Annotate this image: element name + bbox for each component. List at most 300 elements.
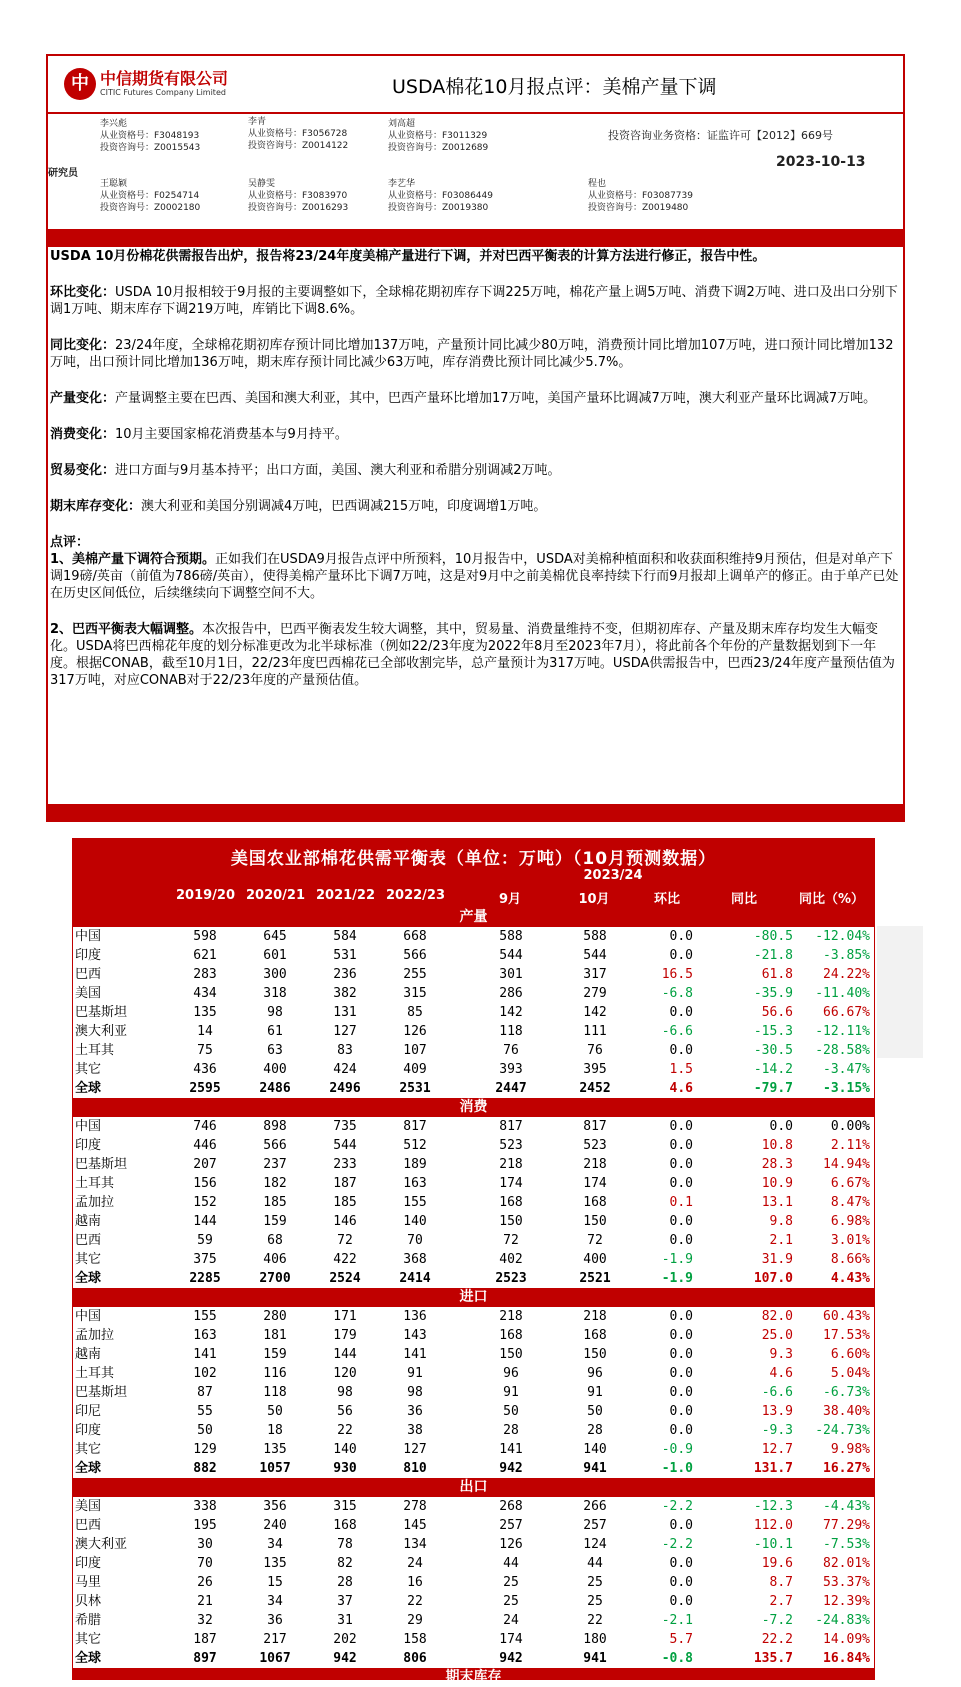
table-cell: 152: [193, 1195, 217, 1210]
table-cell: 144: [333, 1347, 357, 1362]
table-cell: 202: [333, 1632, 357, 1647]
table-cell: 300: [263, 967, 287, 982]
table-row: [73, 1649, 874, 1668]
table-cell: -21.8: [753, 948, 793, 963]
table-cell: 6.60%: [830, 1347, 870, 1362]
table-cell: 0.0: [669, 1119, 693, 1134]
table-cell: 25: [503, 1594, 519, 1609]
table-cell: 882: [193, 1461, 217, 1476]
table-cell: 2447: [495, 1081, 527, 1096]
table-cell: 941: [583, 1651, 607, 1666]
table-cell: 141: [499, 1442, 523, 1457]
table-cell: -2.2: [661, 1499, 693, 1514]
table-row: [73, 1440, 874, 1459]
table-cell: 4.43%: [830, 1271, 870, 1286]
table-cell: 14.94%: [823, 1157, 870, 1172]
table-row: [73, 1383, 874, 1402]
analyst-license: 从业资格号：F3011329: [388, 131, 488, 141]
row-label: 孟加拉: [75, 1328, 115, 1343]
table-cell: 279: [583, 986, 607, 1001]
table-cell: 182: [263, 1176, 287, 1191]
analyst-consult-no: 投资咨询号：Z0016293: [248, 203, 349, 213]
column-header: 10月: [578, 892, 610, 907]
table-cell: 512: [403, 1138, 427, 1153]
column-header: 环比: [653, 892, 680, 907]
table-cell: 75: [197, 1043, 213, 1058]
balance-table: [72, 838, 875, 1685]
table-cell: 22: [337, 1423, 353, 1438]
table-cell: 25.0: [761, 1328, 793, 1343]
table-cell: 107: [403, 1043, 427, 1058]
table-cell: 140: [333, 1442, 357, 1457]
paragraph-text: USDA 10月报相较于9月报的主要调整如下，全球棉花期初库存下调225万吨，棉花产量上调5万吨、消费下调2万吨、进口及出口分别下调1万吨、期末库存下调219万吨，库销比下调8.6%。: [50, 285, 898, 317]
table-cell: -4.43%: [823, 1499, 870, 1514]
table-cell: 0.0: [669, 1176, 693, 1191]
table-cell: 83: [337, 1043, 353, 1058]
table-cell: 61.8: [761, 967, 793, 982]
table-cell: 266: [583, 1499, 607, 1514]
table-cell: 70: [407, 1233, 423, 1248]
table-cell: 2700: [259, 1271, 291, 1286]
table-cell: 82: [337, 1556, 353, 1571]
table-row: [73, 1041, 874, 1060]
table-cell: 72: [503, 1233, 519, 1248]
table-cell: 0.0: [669, 1556, 693, 1571]
table-cell: 2.1: [769, 1233, 793, 1248]
table-cell: 217: [263, 1632, 287, 1647]
paragraph-production: [50, 390, 900, 407]
analyst-name: 李兴彪: [100, 119, 128, 129]
section-header: 期末库存: [445, 1669, 502, 1685]
table-cell: 2.7: [769, 1594, 793, 1609]
table-cell: -3.15%: [823, 1081, 870, 1096]
table-cell: 2486: [259, 1081, 291, 1096]
table-cell: -1.0: [661, 1461, 693, 1476]
table-row: [73, 1402, 874, 1421]
row-label: 巴基斯坦: [75, 1157, 128, 1172]
table-cell: 63: [267, 1043, 283, 1058]
table-cell: 32: [197, 1613, 213, 1628]
table-cell: 158: [403, 1632, 427, 1647]
table-cell: 14: [197, 1024, 213, 1039]
table-cell: 87: [197, 1385, 213, 1400]
table-cell: 37: [337, 1594, 353, 1609]
table-cell: 240: [263, 1518, 287, 1533]
table-cell: 174: [499, 1632, 523, 1647]
table-row: [73, 1592, 874, 1611]
row-label: 全球: [75, 1081, 102, 1096]
table-cell: 14.09%: [823, 1632, 870, 1647]
table-cell: 409: [403, 1062, 427, 1077]
table-row: [73, 984, 874, 1003]
table-cell: 544: [333, 1138, 357, 1153]
analyst-consult-no: 投资咨询号：Z0014122: [248, 141, 349, 151]
table-row: [73, 1516, 874, 1535]
paragraph-lead: 产量变化：: [50, 391, 116, 406]
table-cell: 25: [503, 1575, 519, 1590]
row-label: 中国: [75, 929, 102, 944]
table-cell: 78: [337, 1537, 353, 1552]
row-label: 土耳其: [75, 1043, 115, 1058]
table-cell: 163: [403, 1176, 427, 1191]
table-cell: 18: [267, 1423, 283, 1438]
table-cell: 26: [197, 1575, 213, 1590]
table-cell: 301: [499, 967, 523, 982]
table-cell: 140: [583, 1442, 607, 1457]
table-cell: 155: [193, 1309, 217, 1324]
table-cell: 56: [337, 1404, 353, 1419]
qualification-text: 投资咨询业务资格：证监许可【2012】669号: [608, 129, 833, 142]
row-label: 越南: [75, 1347, 102, 1362]
table-cell: 588: [499, 929, 523, 944]
row-label: 其它: [75, 1062, 102, 1077]
paragraph-lead: 环比变化：: [50, 285, 116, 300]
table-cell: 112.0: [753, 1518, 793, 1533]
citic-logo-icon: 中: [64, 68, 96, 100]
table-cell: 34: [267, 1537, 283, 1552]
table-cell: 0.0: [769, 1119, 793, 1134]
table-cell: 0.00%: [830, 1119, 870, 1134]
table-cell: 218: [499, 1157, 523, 1172]
table-cell: 142: [499, 1005, 523, 1020]
table-cell: -24.83%: [815, 1613, 870, 1628]
row-label: 其它: [75, 1442, 102, 1457]
row-label: 印度: [75, 1423, 102, 1438]
table-cell: 126: [403, 1024, 427, 1039]
table-cell: 28: [587, 1423, 603, 1438]
table-cell: 66.67%: [823, 1005, 870, 1020]
table-cell: 2521: [579, 1271, 611, 1286]
analyst-name: 程也: [588, 179, 607, 189]
table-cell: -3.85%: [823, 948, 870, 963]
paragraph-lead: 期末库存变化：: [50, 499, 142, 514]
table-cell: 19.6: [761, 1556, 793, 1571]
table-cell: 135.7: [753, 1651, 793, 1666]
table-cell: 15: [267, 1575, 283, 1590]
analyst-card: [588, 178, 693, 214]
column-header: 2020/21: [246, 888, 306, 903]
comment-heading: [50, 534, 900, 551]
table-cell: 127: [403, 1442, 427, 1457]
table-cell: 735: [333, 1119, 357, 1134]
comment-1: [50, 551, 900, 602]
comment-text: 本次报告中，巴西平衡表发生较大调整，其中，贸易量、消费量维持不变，但期初库存、产量及期末库存均发生大幅变化。USDA将巴西棉花年度的划分标准更改为北半球标准（例如22/23年度为2022年8月至2023年7月），将此前各个年份的产量数据划到下一年度。根据CONAB，截至10月1日，22/23年度巴西棉花已全部收割完毕，总产量预计为317万吨。USDA供需报告中，巴西23/24年度产量预估值为317万吨，对应CONAB对于22/23年度的产量预估值。: [50, 622, 895, 688]
table-cell: 10.8: [761, 1138, 793, 1153]
table-cell: -3.47%: [823, 1062, 870, 1077]
table-cell: 168: [499, 1195, 523, 1210]
row-label: 全球: [75, 1461, 102, 1476]
table-cell: 24: [407, 1556, 423, 1571]
table-cell: 278: [403, 1499, 427, 1514]
table-row: [73, 1326, 874, 1345]
table-cell: 810: [403, 1461, 427, 1476]
table-cell: 16: [407, 1575, 423, 1590]
column-header: 同比: [730, 892, 757, 907]
analyst-card: [388, 118, 488, 154]
table-cell: 566: [403, 948, 427, 963]
table-cell: 120: [333, 1366, 357, 1381]
row-label: 澳大利亚: [75, 1537, 128, 1552]
analyst-card: [248, 178, 348, 214]
table-cell: 523: [499, 1138, 523, 1153]
row-label: 越南: [75, 1214, 102, 1229]
table-cell: -7.53%: [823, 1537, 870, 1552]
table-cell: 817: [403, 1119, 427, 1134]
section-header: 产量: [459, 909, 488, 925]
table-cell: 8.66%: [830, 1252, 870, 1267]
section-rows: [73, 1497, 874, 1668]
table-cell: 31: [337, 1613, 353, 1628]
table-cell: 36: [267, 1613, 283, 1628]
table-cell: 523: [583, 1138, 607, 1153]
table-cell: 531: [333, 948, 357, 963]
table-cell: 236: [333, 967, 357, 982]
row-label: 澳大利亚: [75, 1024, 128, 1039]
table-cell: 96: [503, 1366, 519, 1381]
table-cell: -6.8: [661, 986, 693, 1001]
report-title: USDA棉花10月报点评：美棉产量下调: [392, 76, 717, 98]
table-cell: 601: [263, 948, 287, 963]
analyst-license: 从业资格号：F3056728: [248, 129, 348, 139]
table-row: [73, 927, 874, 946]
table-cell: 257: [499, 1518, 523, 1533]
table-cell: 30: [197, 1537, 213, 1552]
table-cell: 50: [587, 1404, 603, 1419]
table-cell: -10.1: [753, 1537, 793, 1552]
table-cell: 283: [193, 967, 217, 982]
table-cell: 0.0: [669, 1043, 693, 1058]
table-cell: 77.29%: [823, 1518, 870, 1533]
table-cell: 0.0: [669, 948, 693, 963]
table-cell: 10.9: [761, 1176, 793, 1191]
table-cell: 156: [193, 1176, 217, 1191]
table-cell: 17.53%: [823, 1328, 870, 1343]
paragraph-text: 澳大利亚和美国分别调减4万吨，巴西调减215万吨，印度调增1万吨。: [141, 499, 547, 514]
table-cell: 3.01%: [830, 1233, 870, 1248]
table-cell: 118: [263, 1385, 287, 1400]
table-cell: 13.9: [761, 1404, 793, 1419]
table-cell: -2.2: [661, 1537, 693, 1552]
analyst-name: 刘高超: [388, 119, 416, 129]
table-cell: 315: [333, 1499, 357, 1514]
table-cell: -0.8: [661, 1651, 693, 1666]
table-cell: 315: [403, 986, 427, 1001]
table-cell: 28: [337, 1575, 353, 1590]
column-header: 2022/23: [386, 888, 446, 903]
table-cell: 53.37%: [823, 1575, 870, 1590]
table-cell: 0.0: [669, 1518, 693, 1533]
table-cell: -12.11%: [815, 1024, 870, 1039]
table-cell: 0.0: [669, 1594, 693, 1609]
table-cell: 806: [403, 1651, 427, 1666]
table-cell: 82.0: [761, 1309, 793, 1324]
table-cell: 584: [333, 929, 357, 944]
table-cell: 56.6: [761, 1005, 793, 1020]
table-cell: -7.2: [761, 1613, 793, 1628]
table-row: [73, 1307, 874, 1326]
table-cell: 218: [583, 1157, 607, 1172]
comment-heading-text: 点评：: [50, 535, 90, 550]
table-cell: 126: [499, 1537, 523, 1552]
table-cell: 61: [267, 1024, 283, 1039]
table-cell: 436: [193, 1062, 217, 1077]
paragraph-text: 23/24年度，全球棉花期初库存预计同比增加137万吨，产量预计同比减少80万吨，消费预计同比增加107万吨，进口预计同比增加132万吨，出口预计同比增加136万吨，期末库存预计同比减少63万吨，库存消费比预计同比减少5.7%。: [50, 338, 894, 370]
table-cell: 0.1: [669, 1195, 693, 1210]
table-cell: 8.47%: [830, 1195, 870, 1210]
table-cell: 5.04%: [830, 1366, 870, 1381]
analyst-name: 李艺华: [388, 179, 416, 189]
table-cell: 70: [197, 1556, 213, 1571]
table-cell: 38: [407, 1423, 423, 1438]
paragraph-text: 10月主要国家棉花消费基本与9月持平。: [115, 427, 348, 442]
table-cell: -9.3: [761, 1423, 793, 1438]
table-cell: 44: [587, 1556, 603, 1571]
row-label: 印度: [75, 948, 102, 963]
table-cell: 237: [263, 1157, 287, 1172]
table-cell: 91: [503, 1385, 519, 1400]
table-cell: 82.01%: [823, 1556, 870, 1571]
table-cell: 144: [193, 1214, 217, 1229]
table-cell: 155: [403, 1195, 427, 1210]
table-cell: -6.73%: [823, 1385, 870, 1400]
table-cell: 16.5: [661, 967, 693, 982]
table-cell: 9.3: [769, 1347, 793, 1362]
table-cell: 0.0: [669, 1404, 693, 1419]
table-cell: 0.0: [669, 1138, 693, 1153]
table-row: [73, 1003, 874, 1022]
table-cell: 131.7: [753, 1461, 793, 1476]
table-cell: 179: [333, 1328, 357, 1343]
table-year-header: 2023/24: [583, 868, 643, 883]
row-label: 土耳其: [75, 1366, 115, 1381]
column-header: 2021/22: [316, 888, 376, 903]
table-cell: 102: [193, 1366, 217, 1381]
table-cell: 942: [499, 1651, 523, 1666]
table-cell: -14.2: [753, 1062, 793, 1077]
table-cell: 817: [583, 1119, 607, 1134]
table-cell: 6.67%: [830, 1176, 870, 1191]
paragraph-lead: 同比变化：: [50, 338, 116, 353]
section-header: 出口: [459, 1479, 488, 1495]
table-cell: 143: [403, 1328, 427, 1343]
table-cell: 2.11%: [830, 1138, 870, 1153]
table-cell: 168: [333, 1518, 357, 1533]
comment-text: 正如我们在USDA9月报告点评中所预料，10月报告中，USDA对美棉种植面积和收获面积维持9月预估，但是对单产下调19磅/英亩（前值为786磅/英亩），使得美棉产量环比下调7万吨，这是对9月中之前美棉优良率持续下行而9月报却上调单产的修正。由于单产已处在历史区间低位，后续继续向下调整空间不大。: [50, 552, 899, 601]
table-row: [73, 1060, 874, 1079]
divider-bar: [46, 229, 905, 247]
analyst-license: 从业资格号：F0254714: [100, 191, 200, 201]
table-cell: 135: [263, 1442, 287, 1457]
analyst-card: [388, 178, 493, 214]
report-header: [46, 54, 905, 114]
table-cell: 446: [193, 1138, 217, 1153]
paragraph-ending-stock: [50, 498, 900, 515]
paragraph-mom: [50, 284, 900, 318]
table-cell: 174: [583, 1176, 607, 1191]
table-cell: 76: [503, 1043, 519, 1058]
table-cell: 280: [263, 1309, 287, 1324]
table-cell: 168: [499, 1328, 523, 1343]
table-cell: 28.3: [761, 1157, 793, 1172]
table-cell: 98: [407, 1385, 423, 1400]
table-row: [73, 1250, 874, 1269]
column-header: 9月: [498, 892, 522, 907]
table-cell: 2523: [495, 1271, 527, 1286]
row-label: 美国: [75, 986, 102, 1001]
table-cell: 1067: [259, 1651, 291, 1666]
table-cell: 29: [407, 1613, 423, 1628]
table-cell: 402: [499, 1252, 523, 1267]
table-cell: 8.7: [769, 1575, 793, 1590]
table-cell: 59: [197, 1233, 213, 1248]
table-cell: 356: [263, 1499, 287, 1514]
table-cell: 930: [333, 1461, 357, 1476]
table-cell: 16.27%: [823, 1461, 870, 1476]
table-cell: 422: [333, 1252, 357, 1267]
table-cell: 55: [197, 1404, 213, 1419]
table-cell: 91: [407, 1366, 423, 1381]
table-cell: 159: [263, 1347, 287, 1362]
table-cell: 2531: [399, 1081, 431, 1096]
table-row: [73, 1459, 874, 1478]
table-cell: 24.22%: [823, 967, 870, 982]
table-cell: 0.0: [669, 1005, 693, 1020]
table-cell: 168: [583, 1195, 607, 1210]
table-row: [73, 1022, 874, 1041]
table-cell: 38.40%: [823, 1404, 870, 1419]
row-label: 全球: [75, 1651, 102, 1666]
section-header: 进口: [459, 1289, 488, 1305]
table-cell: 218: [583, 1309, 607, 1324]
table-cell: 0.0: [669, 1347, 693, 1362]
table-cell: 50: [197, 1423, 213, 1438]
section-rows: [73, 927, 874, 1098]
table-cell: 0.0: [669, 1385, 693, 1400]
table-row: [73, 1117, 874, 1136]
table-cell: 382: [333, 986, 357, 1001]
column-header: 2019/20: [176, 888, 236, 903]
report-date: 2023-10-13: [776, 154, 866, 170]
row-label: 巴基斯坦: [75, 1385, 128, 1400]
table-cell: 942: [499, 1461, 523, 1476]
table-cell: 16.84%: [823, 1651, 870, 1666]
row-label: 贝林: [75, 1594, 102, 1609]
table-cell: 174: [499, 1176, 523, 1191]
paragraph-lead: 消费变化：: [50, 427, 116, 442]
table-cell: 942: [333, 1651, 357, 1666]
table-cell: -12.3: [753, 1499, 793, 1514]
comment-lead: 1、美棉产量下调符合预期。: [50, 552, 216, 567]
table-cell: 150: [583, 1347, 607, 1362]
table-cell: 375: [193, 1252, 217, 1267]
table-cell: 91: [587, 1385, 603, 1400]
table-cell: 406: [263, 1252, 287, 1267]
table-cell: 150: [583, 1214, 607, 1229]
paragraph-text: 进口方面与9月基本持平；出口方面，美国、澳大利亚和希腊分别调减2万吨。: [115, 463, 561, 478]
table-cell: -1.9: [661, 1252, 693, 1267]
table-cell: -6.6: [661, 1024, 693, 1039]
table-cell: 368: [403, 1252, 427, 1267]
table-cell: -11.40%: [815, 986, 870, 1001]
table-cell: 140: [403, 1214, 427, 1229]
table-cell: 159: [263, 1214, 287, 1229]
table-cell: 72: [587, 1233, 603, 1248]
table-row: [73, 965, 874, 984]
table-row: [73, 1155, 874, 1174]
table-cell: 233: [333, 1157, 357, 1172]
table-row: [73, 1364, 874, 1383]
table-cell: 22: [407, 1594, 423, 1609]
